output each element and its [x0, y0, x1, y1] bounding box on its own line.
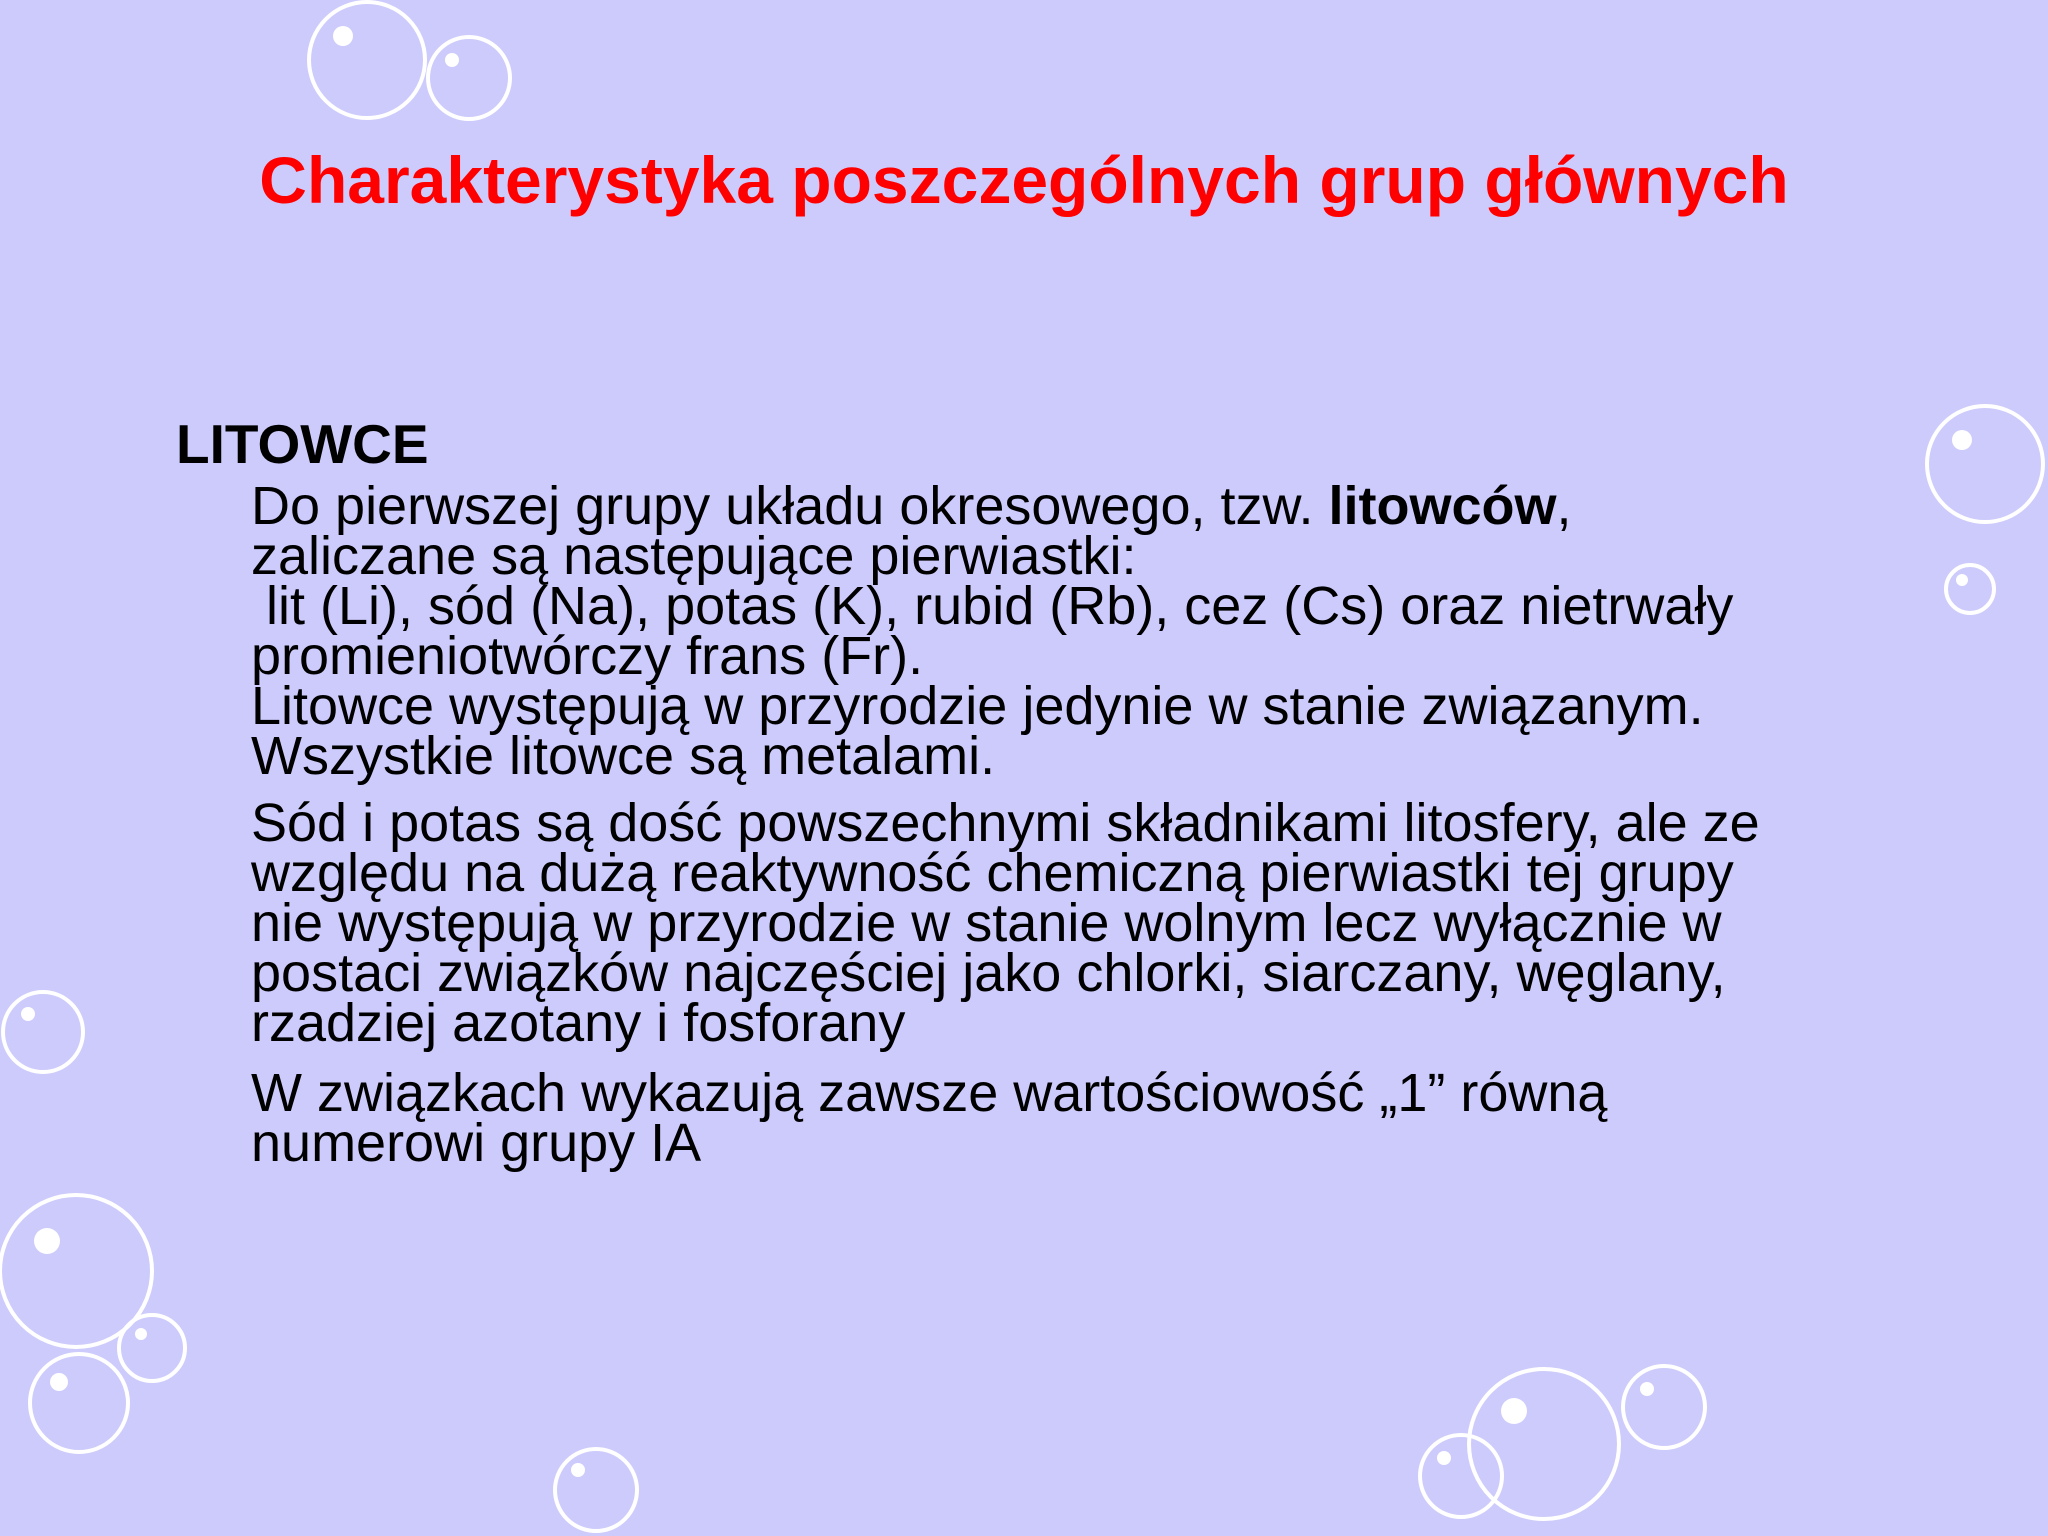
slide-title: Charakterystyka poszczególnych grup głównych: [259, 143, 1789, 217]
text-line: rzadziej azotany i fosforany: [251, 993, 906, 1053]
text-run: Do pierwszej grupy układu okresowego, tzw.: [251, 476, 1329, 536]
text-line: postaci związków najczęściej jako chlorki, siarczany, węglany,: [251, 943, 1726, 1003]
bubble-icon: [1469, 1369, 1619, 1519]
bubble-highlight-icon: [50, 1373, 68, 1391]
bubble-icon: [119, 1315, 185, 1381]
text-line: Sód i potas są dość powszechnymi składnikami litosfery, ale ze: [251, 793, 1760, 853]
bubble-highlight-icon: [333, 26, 353, 46]
bubble-highlight-icon: [1501, 1398, 1527, 1424]
bubble-highlight-icon: [1956, 574, 1968, 586]
section-heading: LITOWCE: [176, 413, 429, 475]
text-line: Wszystkie litowce są metalami.: [251, 726, 996, 786]
text-line: lit (Li), sód (Na), potas (K), rubid (Rb), cez (Cs) oraz nietrwały: [251, 576, 1734, 636]
text-line: W związkach wykazują zawsze wartościowość „1” równą: [251, 1063, 1608, 1123]
text-line: [251, 476, 1871, 536]
paragraph-occurrence: [251, 793, 1871, 1053]
bubble-highlight-icon: [21, 1007, 35, 1021]
bubble-highlight-icon: [34, 1228, 60, 1254]
paragraph-valence: [251, 1063, 1871, 1173]
text-line: zaliczane są następujące pierwiastki:: [251, 526, 1137, 586]
bubble-highlight-icon: [135, 1328, 147, 1340]
text-line: Litowce występują w przyrodzie jedynie w stanie związanym.: [251, 676, 1704, 736]
text-line: promieniotwórczy frans (Fr).: [251, 626, 924, 686]
bold-term: litowców: [1328, 476, 1557, 536]
bubble-icon: [30, 1354, 128, 1452]
bubble-highlight-icon: [1437, 1451, 1451, 1465]
paragraph-intro: [251, 476, 1871, 786]
bubble-icon: [3, 992, 83, 1072]
bubble-icon: [1946, 565, 1994, 613]
text-line: nie występują w przyrodzie w stanie wolnym lecz wyłącznie w: [251, 893, 1722, 953]
bubble-highlight-icon: [1952, 430, 1972, 450]
bubble-highlight-icon: [571, 1463, 585, 1477]
text-line: numerowi grupy IA: [251, 1113, 702, 1173]
bubble-highlight-icon: [1640, 1382, 1654, 1396]
bubble-icon: [1623, 1366, 1705, 1448]
text-run: ,: [1556, 476, 1572, 536]
bubble-icon: [555, 1449, 637, 1531]
bubble-icon: [309, 2, 425, 118]
bubble-icon: [1927, 406, 2043, 522]
bubble-icon: [1420, 1435, 1502, 1517]
text-line: względu na dużą reaktywność chemiczną pierwiastki tej grupy: [251, 843, 1734, 903]
bubble-highlight-icon: [445, 53, 459, 67]
bubble-icon: [428, 37, 510, 119]
